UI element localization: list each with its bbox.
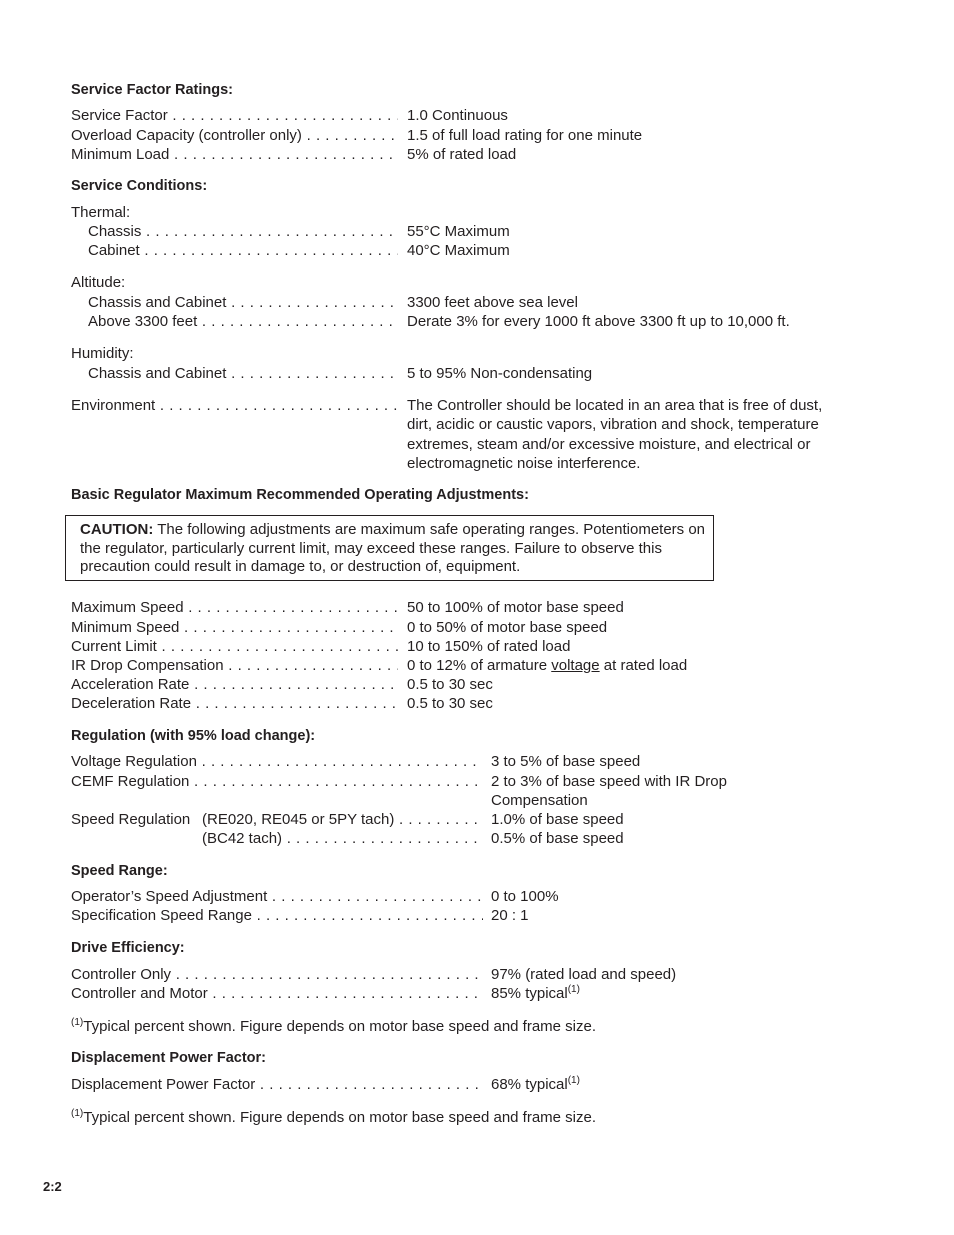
spec-label: Cabinet . . . — [88, 241, 398, 260]
spec-value: 0 to 100% — [491, 888, 559, 905]
spec-value: 68% typical$^{(1)}$ — [491, 1075, 580, 1093]
spec-label: Specification Speed Range . . . — [71, 906, 483, 925]
page-number: 2:2 — [43, 1179, 62, 1194]
spec-label: Displacement Power Factor . . . — [71, 1075, 483, 1094]
spec-label: Chassis . . . — [88, 222, 398, 241]
spec-sublabel: (RE020, RE045 or 5PY tach) . . . — [202, 810, 483, 829]
spec-value: 2 to 3% of base speed with IR Drop — [491, 773, 727, 790]
spec-label: Voltage Regulation . . . — [71, 752, 483, 771]
spec-value: 97% (rated load and speed) — [491, 966, 677, 983]
footnote-ref: (1) — [567, 1075, 580, 1086]
spec-value: 5% of rated load — [407, 146, 517, 163]
spec-value: 85% typical$^{(1)}$ — [491, 984, 580, 1002]
spec-label: Speed Regulation — [71, 811, 191, 828]
footnote-mark: (1) — [71, 1108, 84, 1119]
caution-box — [65, 515, 714, 581]
spec-label: Above 3300 feet . . . — [88, 312, 398, 331]
spec-value: 0 to 50% of motor base speed — [407, 619, 608, 636]
footnote-mark: (1) — [71, 1017, 84, 1028]
section-heading-regulation: Regulation (with 95% load change): — [71, 728, 316, 744]
spec-value: 0.5% of base speed — [491, 830, 624, 847]
section-heading-power-factor: Displacement Power Factor: — [71, 1050, 266, 1066]
spec-value: 1.0 Continuous — [407, 107, 508, 124]
spec-value: 3 to 5% of base speed — [491, 753, 641, 770]
caution-text: The following adjustments are maximum safe operating ranges. Potentiometers on the regulator, particularly current limit, may exceed these ranges. Failure to observe this precaution could result in damage to, or destruction of, equipment. — [80, 521, 706, 575]
section-heading-service-conditions: Service Conditions: — [71, 178, 208, 194]
group-label-altitude: Altitude: — [71, 274, 126, 291]
spec-value: 5 to 95% Non-condensating — [407, 365, 593, 382]
spec-value: 0 to 12% of armature voltage at rated load — [407, 657, 688, 674]
spec-label: Operator’s Speed Adjustment . . . — [71, 887, 483, 906]
spec-label: Service Factor . . . — [71, 106, 398, 125]
spec-label: Overload Capacity (controller only) . . . — [71, 126, 398, 145]
section-heading-service-factor: Service Factor Ratings: — [71, 82, 233, 98]
footnote-ref: (1) — [567, 984, 580, 995]
spec-value: 0.5 to 30 sec — [407, 676, 493, 693]
spec-value-continued: Compensation — [491, 792, 588, 809]
spec-value: 40°C Maximum — [407, 242, 510, 259]
spec-label: Controller and Motor . . . — [71, 984, 483, 1003]
spec-label: IR Drop Compensation . . . — [71, 656, 398, 675]
section-heading-regulator: Basic Regulator Maximum Recommended Operating Adjustments: — [71, 487, 529, 503]
spec-value: 3300 feet above sea level — [407, 294, 578, 311]
spec-label: Current Limit . . . — [71, 637, 398, 656]
spec-label: Chassis and Cabinet . . . — [88, 293, 398, 312]
footnote: $^{(1)}$Typical percent shown. Figure depends on motor base speed and frame size. — [71, 1017, 597, 1035]
spec-label: Deceleration Rate . . . — [71, 694, 398, 713]
spec-label: Acceleration Rate . . . — [71, 675, 398, 694]
group-label-thermal: Thermal: — [71, 204, 131, 221]
section-heading-speed-range: Speed Range: — [71, 863, 168, 879]
spec-value: 20 : 1 — [491, 907, 529, 924]
spec-label: Maximum Speed . . . — [71, 598, 398, 617]
spec-value: 0.5 to 30 sec — [407, 695, 493, 712]
spec-value: Derate 3% for every 1000 ft above 3300 ft up to 10,000 ft. — [407, 313, 790, 330]
spec-label: Chassis and Cabinet . . . — [88, 364, 398, 383]
section-heading-drive-efficiency: Drive Efficiency: — [71, 940, 185, 956]
spec-value: 10 to 150% of rated load — [407, 638, 571, 655]
spec-label: Minimum Speed . . . — [71, 618, 398, 637]
group-label-humidity: Humidity: — [71, 345, 134, 362]
spec-value: 1.0% of base speed — [491, 811, 624, 828]
spec-label: Minimum Load . . . — [71, 145, 398, 164]
footnote: $^{(1)}$Typical percent shown. Figure depends on motor base speed and frame size. — [71, 1108, 597, 1126]
caution-label: CAUTION: — [80, 521, 154, 538]
spec-label: Environment . . . — [71, 396, 398, 415]
spec-label: CEMF Regulation . . . — [71, 772, 483, 791]
spec-value: 1.5 of full load rating for one minute — [407, 127, 643, 144]
spec-value: 55°C Maximum — [407, 223, 510, 240]
spec-value: 50 to 100% of motor base speed — [407, 599, 624, 616]
spec-sublabel: (BC42 tach) . . . — [202, 829, 483, 848]
caution-message — [80, 521, 705, 577]
spec-label: Controller Only . . . — [71, 965, 483, 984]
environment-description: The Controller should be located in an area that is free of dust, dirt, acidic or caustic vapors, vibration and shock, temperature extremes, steam and/or excessive moisture, and electrical or electromagnetic noise interference. — [407, 397, 823, 472]
